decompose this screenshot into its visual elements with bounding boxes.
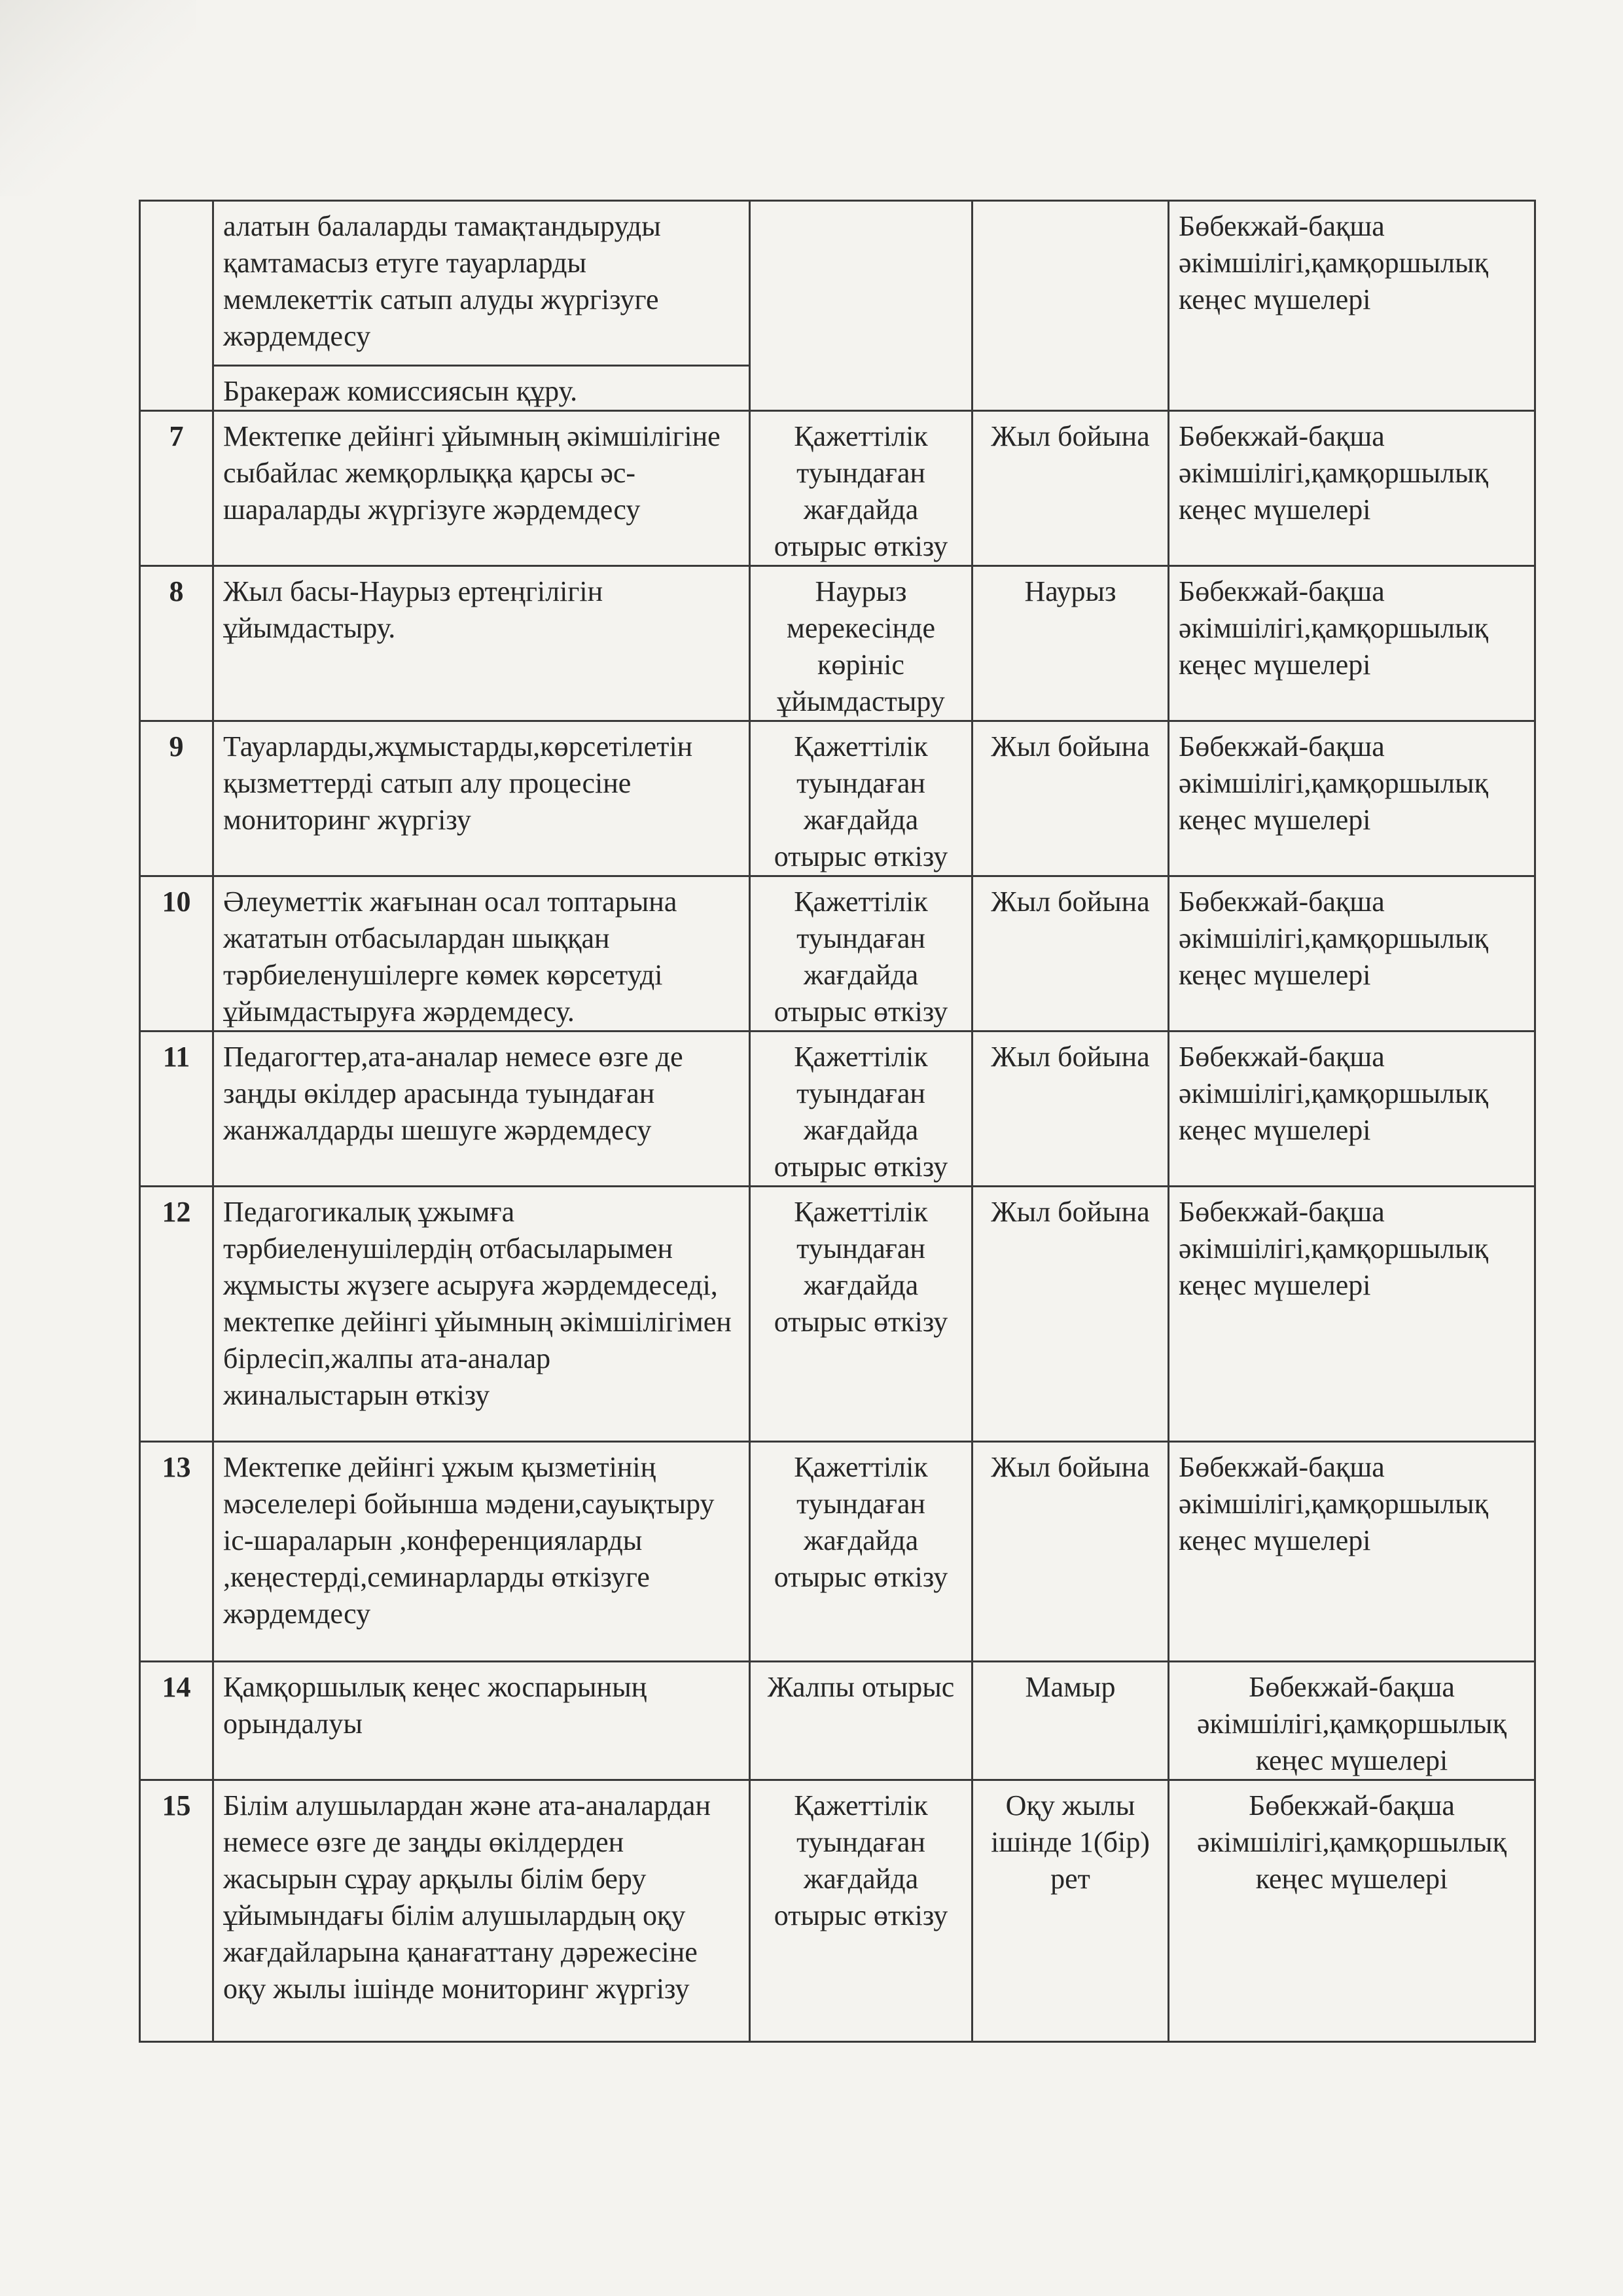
responsible-cell: Бөбекжай-бақша әкімшілігі,қамқоршылық кеңес мүшелері bbox=[1169, 1031, 1535, 1187]
form-cell: Қажеттілік туындаған жағдайда отырыс өткізу bbox=[750, 1031, 972, 1187]
form-cell: Қажеттілік туындаған жағдайда отырыс өткізу bbox=[750, 411, 972, 566]
page-fold-shadow bbox=[0, 0, 196, 196]
event-cell: Әлеуметтік жағынан осал топтарына жататын отбасылардан шыққан тәрбиеленушілерге көмек көрсетуді ұйымдастыруға жәрдемдесу. bbox=[213, 876, 750, 1031]
form-cell: Қажеттілік туындаған жағдайда отырыс өткізу bbox=[750, 876, 972, 1031]
form-cell: Жалпы отырыс bbox=[750, 1662, 972, 1780]
form-cell bbox=[750, 201, 972, 411]
table-row bbox=[140, 1187, 1535, 1442]
time-cell: Жыл бойына bbox=[972, 411, 1169, 566]
event-cell: Педагогикалық ұжымға тәрбиеленушілердің отбасыларымен жұмысты жүзеге асыруға жәрдемдеседі, мектепке дейінгі ұйымның әкімшілігімен бірлесіп,жалпы ата-аналар жиналыстарын өткізу bbox=[213, 1187, 750, 1442]
table-row bbox=[140, 876, 1535, 1031]
table-row bbox=[140, 1780, 1535, 2042]
form-cell: Наурыз мерекесінде көрініс ұйымдастыру bbox=[750, 566, 972, 721]
time-cell: Жыл бойына bbox=[972, 876, 1169, 1031]
time-cell: Оқу жылы ішінде 1(бір) рет bbox=[972, 1780, 1169, 2042]
time-cell: Жыл бойына bbox=[972, 1187, 1169, 1442]
row-number: 10 bbox=[140, 876, 213, 1031]
time-cell: Наурыз bbox=[972, 566, 1169, 721]
event-cell: Тауарларды,жұмыстарды,көрсетілетін қызметтерді сатып алу процесіне мониторинг жүргізу bbox=[213, 721, 750, 876]
responsible-cell: Бөбекжай-бақша әкімшілігі,қамқоршылық кеңес мүшелері bbox=[1169, 721, 1535, 876]
responsible-cell: Бөбекжай-бақша әкімшілігі,қамқоршылық кеңес мүшелері bbox=[1169, 1662, 1535, 1780]
table-row bbox=[140, 1442, 1535, 1662]
event-cell: Жыл басы-Наурыз ертеңгілігін ұйымдастыру. bbox=[213, 566, 750, 721]
table-row bbox=[140, 411, 1535, 566]
time-cell: Мамыр bbox=[972, 1662, 1169, 1780]
time-cell: Жыл бойына bbox=[972, 1442, 1169, 1662]
responsible-cell: Бөбекжай-бақша әкімшілігі,қамқоршылық кеңес мүшелері bbox=[1169, 1187, 1535, 1442]
row-number: 13 bbox=[140, 1442, 213, 1662]
row-number: 7 bbox=[140, 411, 213, 566]
table-row bbox=[140, 201, 1535, 366]
row-number bbox=[140, 201, 213, 411]
form-cell: Қажеттілік туындаған жағдайда отырыс өткізу bbox=[750, 1442, 972, 1662]
row-number: 15 bbox=[140, 1780, 213, 2042]
table-row bbox=[140, 1662, 1535, 1780]
form-cell: Қажеттілік туындаған жағдайда отырыс өткізу bbox=[750, 1780, 972, 2042]
event-cell: Педагогтер,ата-аналар немесе өзге де заңды өкілдер арасында туындаған жанжалдарды шешуге жәрдемдесу bbox=[213, 1031, 750, 1187]
form-cell: Қажеттілік туындаған жағдайда отырыс өткізу bbox=[750, 721, 972, 876]
event-cell: Мектепке дейінгі ұйымның әкімшілігіне сыбайлас жемқорлыққа қарсы әс-шараларды жүргізуге жәрдемдесу bbox=[213, 411, 750, 566]
responsible-cell: Бөбекжай-бақша әкімшілігі,қамқоршылық кеңес мүшелері bbox=[1169, 876, 1535, 1031]
plan-table bbox=[139, 200, 1536, 2043]
table-row bbox=[140, 721, 1535, 876]
row-number: 12 bbox=[140, 1187, 213, 1442]
row-number: 11 bbox=[140, 1031, 213, 1187]
row-number: 8 bbox=[140, 566, 213, 721]
responsible-cell: Бөбекжай-бақша әкімшілігі,қамқоршылық кеңес мүшелері bbox=[1169, 1780, 1535, 2042]
responsible-cell: Бөбекжай-бақша әкімшілігі,қамқоршылық кеңес мүшелері bbox=[1169, 201, 1535, 411]
event-cell: Бракераж комиссиясын құру. bbox=[213, 366, 750, 411]
table-row bbox=[140, 566, 1535, 721]
responsible-cell: Бөбекжай-бақша әкімшілігі,қамқоршылық кеңес мүшелері bbox=[1169, 566, 1535, 721]
event-cell: Білім алушылардан және ата-аналардан немесе өзге де заңды өкілдерден жасырын сұрау арқылы білім беру ұйымындағы білім алушылардың оқу жағдайларына қанағаттану дәрежесіне оқу жылы ішінде мониторинг жүргізу bbox=[213, 1780, 750, 2042]
time-cell: Жыл бойына bbox=[972, 721, 1169, 876]
row-number: 14 bbox=[140, 1662, 213, 1780]
time-cell: Жыл бойына bbox=[972, 1031, 1169, 1187]
table-row bbox=[140, 1031, 1535, 1187]
row-number: 9 bbox=[140, 721, 213, 876]
event-cell: Мектепке дейінгі ұжым қызметінің мәселелері бойынша мәдени,сауықтыру іс-шараларын ,конференцияларды ,кеңестерді,семинарларды өткізуге жәрдемдесу bbox=[213, 1442, 750, 1662]
responsible-cell: Бөбекжай-бақша әкімшілігі,қамқоршылық кеңес мүшелері bbox=[1169, 411, 1535, 566]
event-cell: алатын балаларды тамақтандыруды қамтамасыз етуге тауарларды мемлекеттік сатып алуды жүргізуге жәрдемдесу bbox=[213, 201, 750, 366]
responsible-cell: Бөбекжай-бақша әкімшілігі,қамқоршылық кеңес мүшелері bbox=[1169, 1442, 1535, 1662]
form-cell: Қажеттілік туындаған жағдайда отырыс өткізу bbox=[750, 1187, 972, 1442]
event-cell: Қамқоршылық кеңес жоспарының орындалуы bbox=[213, 1662, 750, 1780]
time-cell bbox=[972, 201, 1169, 411]
